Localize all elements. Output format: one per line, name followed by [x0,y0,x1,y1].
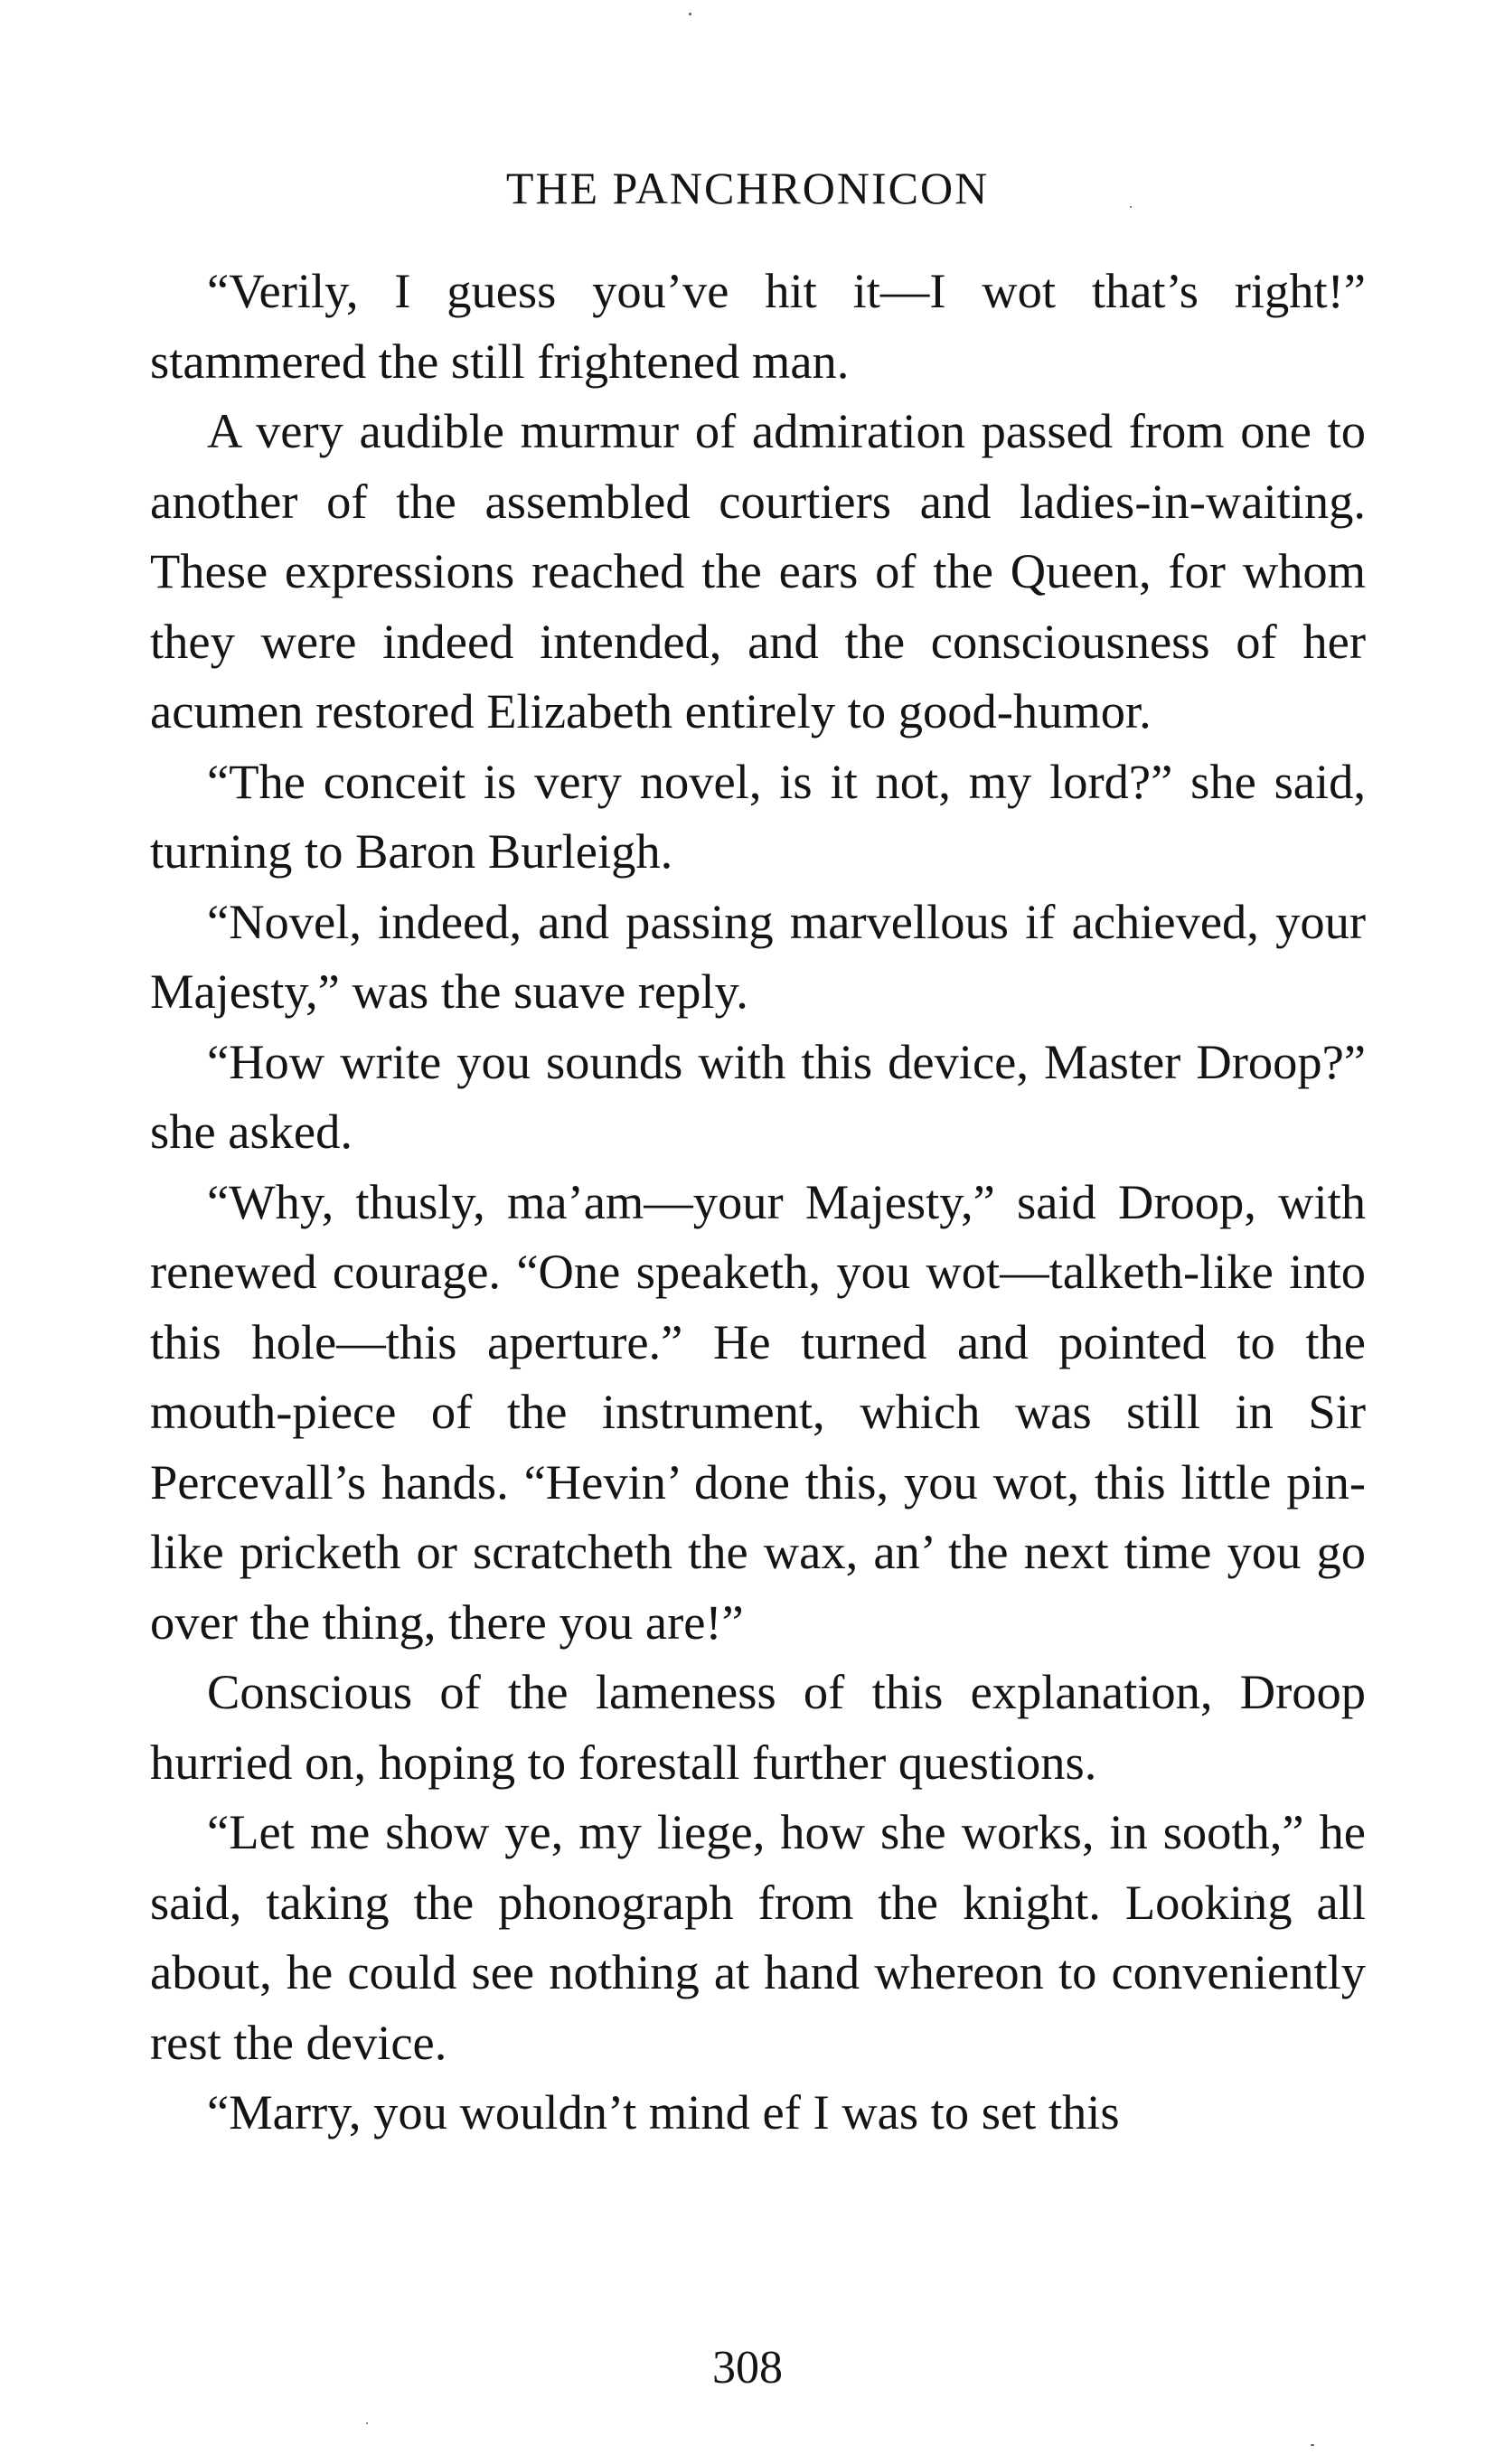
running-title: THE PANCHRONICON [505,163,990,213]
paragraph: Conscious of the lameness of this explanation, Droop hurried on, hoping to forestall further questions. [150,1664,1366,1790]
paragraph: “Marry, you wouldn’t mind ef I was to set this [207,2084,1120,2140]
paper-speck [1311,2444,1314,2446]
paragraph: “Why, thusly, ma’am—your Majesty,” said Droop, with renewed courage. “One speaketh, you wot—talketh-like into this hole—this aperture.” He turned and pointed to the mouth-piece of the instrument, which was still in Sir Percevall’s hands. “Hevin’ done this, you wot, this little pin-like pricketh or scratcheth the wax, an’ the next time you go over the thing, there you are!” [150,1173,1366,1650]
paper-speck [366,2422,368,2424]
paragraph: “Novel, indeed, and passing marvellous if achieved, your Majesty,” was the suave reply. [150,893,1366,1019]
paragraph: “How write you sounds with this device, Master Droop?” she asked. [150,1033,1366,1159]
paper-speck [689,13,691,15]
paragraph: A very audible murmur of admiration passed from one to another of the assembled courtiers and ladies-in-waiting. These expressions reached the ears of the Queen, for whom they were indeed intended, and the consciousness of her acumen restored Elizabeth entirely to good-humor. [150,403,1366,738]
paragraph: “The conceit is very novel, is it not, my lord?” she said, turning to Baron Burleigh. [150,753,1366,879]
paragraph: “Verily, I guess you’ve hit it—I wot that’s right!” stammered the still frightened man. [150,263,1366,389]
page-number: 308 [712,2342,783,2393]
body-text [150,256,1366,2148]
paragraph: “Let me show ye, my liege, how she works, in sooth,” he said, taking the phonograph from the knight. Looking all about, he could see nothing at hand whereon to conveniently rest the device. [150,1804,1366,2070]
